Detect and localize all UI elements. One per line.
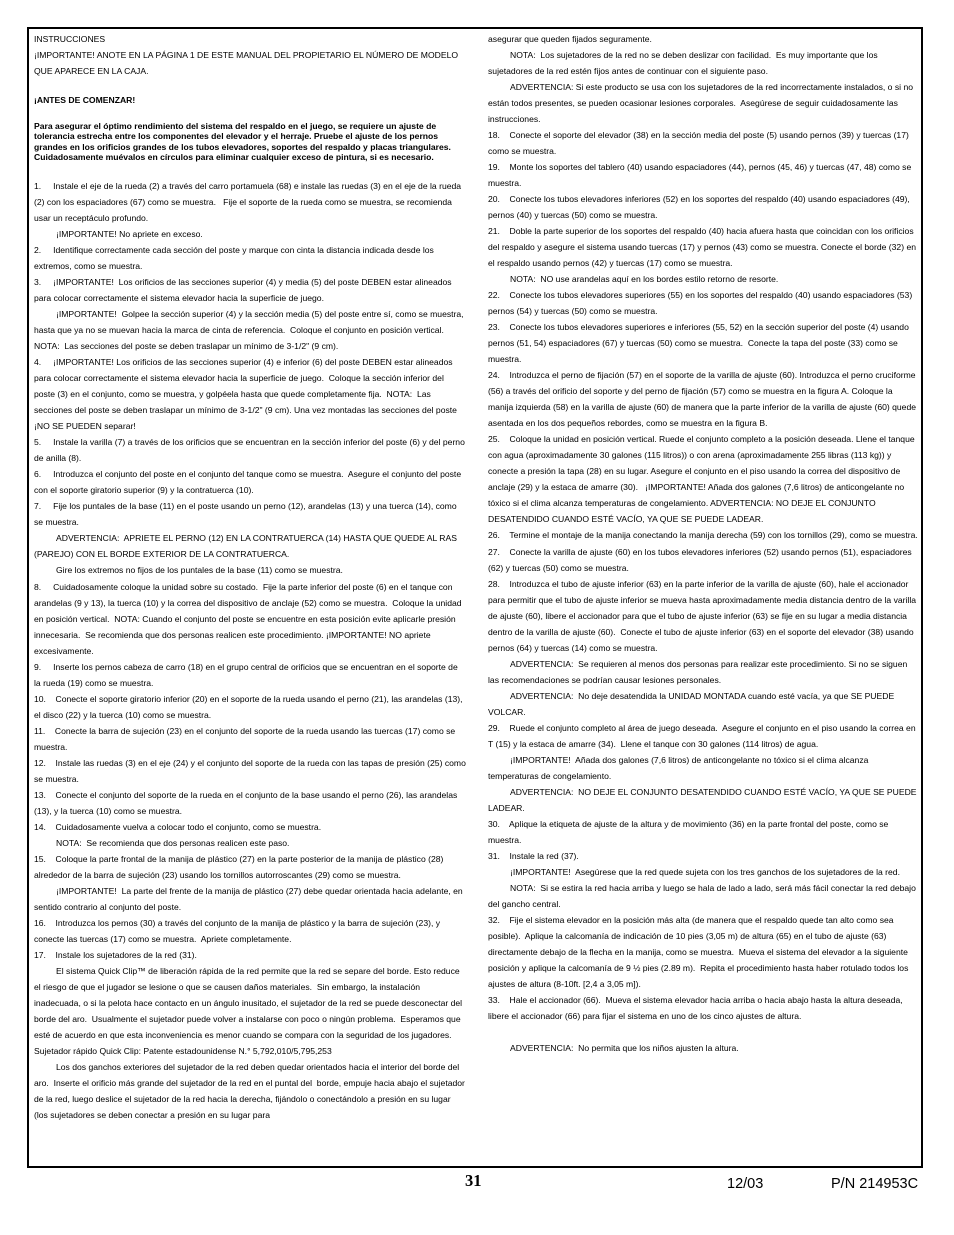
paragraph: ADVERTENCIA: Si este producto se usa con los sujetadores de la red incorrectamente instalados, o si no están todos presentes, se pueden ocasionar lesiones corporales. Asegúrese de seguir cuidadosamente las instrucciones. bbox=[488, 82, 916, 125]
paragraph: 10. Conecte el soporte giratorio inferior (20) en el soporte de la rueda usando el perno (21), las arandelas (13), el disco (22) y la tuerca (10) como se muestra. bbox=[34, 693, 465, 720]
paragraph: ¡IMPORTANTE! Añada dos galones (7,6 litros) de anticongelante no tóxico si el clima alcanza temperaturas de congelamiento. bbox=[488, 754, 871, 781]
paragraph: 20. Conecte los tubos elevadores inferiores (52) en los soportes del respaldo (40) usando espaciadores (49), pernos (40) y tuercas (50) como se muestra. bbox=[488, 194, 913, 221]
paragraph: NOTA: Se recomienda que dos personas realicen este paso. bbox=[56, 837, 290, 848]
paragraph: Los dos ganchos exteriores del sujetador de la red deben quedar orientados hacia el interior del borde del aro. Inserte el orificio más grande del sujetador de la red en el puntal del borde, empuje hacia abajo el sujetador de la red, luego deslice el sujetador de la red hacia la derecha, fijándolo o conectándolo a presión en su lugar (los sujetadores se deben conectar a presión en su lugar para bbox=[34, 1061, 468, 1121]
paragraph: ¡IMPORTANTE! Asegúrese que la red quede sujeta con los tres ganchos de los sujetadores de la red. bbox=[510, 866, 900, 877]
paragraph: 24. Introduzca el perno de fijación (57) en el soporte de la varilla de ajuste (60). Introduzca el perno cruciforme (56) a través del orificio del soporte y del perno de fijación (57) como se muestra en la figura A. Coloque la manija izquierda (58) en la varilla de ajuste (60) de manera que la parte inferior de la varilla de ajuste (60) quede asentada en los dos pequeños rebordes, como se muestra en la figura B. bbox=[488, 370, 919, 429]
paragraph: ADVERTENCIA: NO DEJE EL CONJUNTO DESATENDIDO CUANDO ESTÉ VACÍO, YA QUE SE PUEDE LADEAR. bbox=[488, 786, 919, 813]
paragraph: 2. Identifique correctamente cada sección del poste y marque con cinta la distancia indicada desde los extremos, como se muestra. bbox=[34, 245, 437, 272]
paragraph: 33. Hale el accionador (66). Mueva el sistema elevador hacia arriba o hacia abajo hasta la altura deseada, libere el accionador (66) para fijar el sistema en uno de los cinco ajustes de altura. bbox=[488, 994, 906, 1021]
paragraph: ¡IMPORTANTE! No apriete en exceso. bbox=[56, 229, 203, 240]
paragraph: ADVERTENCIA: APRIETE EL PERNO (12) EN LA CONTRATUERCA (14) HASTA QUE QUEDE AL RAS (PAREJO) CON EL BORDE EXTERIOR DE LA CONTRATUERCA. bbox=[34, 533, 460, 560]
paragraph: 31. Instale la red (37). bbox=[488, 850, 579, 861]
paragraph: 12. Instale las ruedas (3) en el eje (24) y el conjunto del soporte de la rueda con las tapas de presión (25) como se muestra. bbox=[34, 757, 469, 784]
paragraph: 22. Conecte los tubos elevadores superiores (55) en los soportes del respaldo (40) usando espaciadores (53) pernos (54) y tuercas (50) como se muestra. bbox=[488, 290, 915, 317]
paragraph: 17. Instale los sujetadores de la red (31). bbox=[34, 949, 197, 960]
revision-date: 12/03 bbox=[727, 1176, 764, 1192]
paragraph: 9. Inserte los pernos cabeza de carro (18) en el grupo central de orificios que se encuentran en el soporte de la rueda (19) como se muestra. bbox=[34, 661, 461, 688]
paragraph: El sistema Quick Clip™ de liberación rápida de la red permite que la red se separe del borde. Esto reduce el riesgo de que el jugador se lesione o que se causen daños materiales. Sin embargo, la instalación inadecuada, o si la pelota hace contacto en un ángulo inusitado, el sujetador de la red se puede desconectar del borde del aro. Usualmente el sujetador puede volver a instalarse con poco o ningún problema. Esperamos que esté de acuerdo en que esta inconveniencia es menor cuando se compara con la seguridad de los jugadores. Sujetador rápido Quick Clip: Patente estadounidense N.° 5,792,010/5,795,253 bbox=[34, 965, 465, 1056]
paragraph: Para asegurar el óptimo rendimiento del sistema del respaldo en el juego, se requiere un ajuste de tolerancia estrecha entre los componentes del elevador y el herraje. Pruebe el ajuste de los pernos grandes en los orificios grandes de los tubos elevadores, soportes del respaldo y placas triangulares. Cuidadosamente muévalos en círculos para eliminar cualquier exceso de pintura, si es necesario. bbox=[34, 121, 454, 162]
paragraph: ¡ANTES DE COMENZAR! bbox=[34, 95, 136, 106]
paragraph: 28. Introduzca el tubo de ajuste inferior (63) en la parte inferior de la varilla de ajuste (60), hale el accionador para permitir que el tubo de ajuste inferior se mueva hasta aproximadamente media distancia dentro de la varilla de ajuste (60), libere el accionador para que el tubo de ajuste inferior (63) se fije en su lugar a media distancia dentro de la varilla de ajuste (60). Conecte el tubo de ajuste inferior (63) en el soporte del elevador (38) usando pernos (64) y tuercas (14) como se muestra. bbox=[488, 578, 919, 653]
paragraph: 19. Monte los soportes del tablero (40) usando espaciadores (44), pernos (45, 46) y tuercas (47, 48) como se muestra. bbox=[488, 162, 914, 189]
paragraph: ¡IMPORTANTE! Golpee la sección superior (4) y la sección media (5) del poste entre sí, como se muestra, hasta que ya no se muevan hacia la marca de cinta de referencia. Coloque el conjunto en posición vertical. NOTA: Las secciones del poste se deben traslapar un mínimo de 3-1/2" (9 cm). bbox=[34, 309, 466, 352]
paragraph: 25. Coloque la unidad en posición vertical. Ruede el conjunto completo a la posición deseada. Llene el tanque con agua (aproximadamente 30 galones (115 litros)) o con arena (aproximadamente 255 libras (113 kg)) y conecte a presión la tapa (28) en su lugar. Asegure el conjunto en el piso usando la correa del dispositivo de anclaje (29) y la estaca de amarre (30). ¡IMPORTANTE! Añada dos galones (7,6 litros) de anticongelante no tóxico si el clima alcanza temperaturas de congelamiento. ADVERTENCIA: NO DEJE EL CONJUNTO DESATENDIDO CUANDO ESTÉ VACÍO, YA QUE SE PUEDE LADEAR. bbox=[488, 434, 918, 525]
paragraph: 26. Termine el montaje de la manija conectando la manija derecha (59) con los tornillos (29), como se muestra. bbox=[488, 530, 918, 541]
paragraph: 18. Conecte el soporte del elevador (38) en la sección media del poste (5) usando pernos (39) y tuercas (17) como se muestra. bbox=[488, 130, 912, 157]
paragraph: 13. Conecte el conjunto del soporte de la rueda en el conjunto de la base usando el perno (26), las arandelas (13), y la tuerca (10) como se muestra. bbox=[34, 789, 460, 816]
paragraph: NOTA: NO use arandelas aquí en los bordes estilo retorno de resorte. bbox=[510, 274, 779, 285]
paragraph: 6. Introduzca el conjunto del poste en el conjunto del tanque como se muestra. Asegure el conjunto del poste con el soporte giratorio superior (9) y la contratuerca (10). bbox=[34, 469, 464, 496]
paragraph: 16. Introduzca los pernos (30) a través del conjunto de la manija de plástico y la barra de sujeción (23), y conecte las tuercas (17) como se muestra. Apriete completamente. bbox=[34, 917, 443, 944]
right-column bbox=[488, 31, 918, 1056]
paragraph: ADVERTENCIA: Se requieren al menos dos personas para realizar este procedimiento. Si no se siguen las recomendaciones se podrían causar lesiones personales. bbox=[488, 658, 910, 685]
paragraph: 30. Aplique la etiqueta de ajuste de la altura y de movimiento (36) en la parte frontal del poste, como se muestra. bbox=[488, 818, 891, 845]
paragraph: 27. Conecte la varilla de ajuste (60) en los tubos elevadores inferiores (52) usando pernos (51), espaciadores (62) y tuercas (50) como se muestra. bbox=[488, 546, 915, 573]
paragraph: 3. ¡IMPORTANTE! Los orificios de las secciones superior (4) y media (5) del poste DEBEN estar alineados para colocar correctamente el sistema elevador hacia la superficie de juego. bbox=[34, 277, 454, 304]
left-column bbox=[34, 31, 469, 1123]
paragraph: 8. Cuidadosamente coloque la unidad sobre su costado. Fije la parte inferior del poste (6) en el tanque con arandelas (9 y 13), la tuerca (10) y la correa del dispositivo de anclaje (52) como se muestra. Coloque la unidad en posición vertical. NOTA: Cuando el conjunto del poste se encuentre en esta posición evite aplicarle presión innecesaria. Se recomienda que dos personas realicen este procedimiento. ¡IMPORTANTE! NO apriete excesivamente. bbox=[34, 581, 464, 656]
paragraph: NOTA: Los sujetadores de la red no se deben deslizar con facilidad. Es muy importante que los sujetadores de la red estén fijos antes de continuar con el siguiente paso. bbox=[488, 50, 881, 77]
paragraph: ¡IMPORTANTE! La parte del frente de la manija de plástico (27) debe quedar orientada hacia adelante, en sentido contrario al conjunto del poste. bbox=[34, 885, 466, 912]
paragraph-spacer bbox=[34, 79, 466, 95]
paragraph: 32. Fije el sistema elevador en la posición más alta (de manera que el respaldo quede tan alto como sea posible). Aplique la calcomanía de indicación de 10 pies (3,05 m) de altura (65) en el tubo de ajuste (63) directamente debajo de la flecha en la manija, como se muestra. Mueva el sistema del elevador a la siguiente posición y aplique la calcomanía de 9 ½ pies (2.89 m). Repita el procedimiento hasta haber rotulado todos los ajustes de altura (8-10ft. [2,4 a 3,05 m]). bbox=[488, 914, 911, 989]
paragraph: 5. Instale la varilla (7) a través de los orificios que se encuentran en la sección inferior del poste (6) y del perno de anilla (8). bbox=[34, 437, 468, 464]
paragraph-spacer bbox=[34, 162, 466, 178]
paragraph: 1. Instale el eje de la rueda (2) a través del carro portamuela (68) e instale las ruedas (3) en el eje de la rueda (2) con los espaciadores (67) como se muestra. Fije el soporte de la rueda como se muestra, se recomienda usar un receptáculo profundo. bbox=[34, 181, 464, 224]
paragraph: asegurar que queden fijados seguramente. bbox=[488, 34, 652, 44]
page-frame bbox=[27, 27, 923, 1168]
page-number: 31 bbox=[465, 1171, 482, 1190]
paragraph: 14. Cuidadosamente vuelva a colocar todo el conjunto, como se muestra. bbox=[34, 821, 322, 832]
paragraph: 21. Doble la parte superior de los soportes del respaldo (40) hacia afuera hasta que coincidan con los orificios del respaldo y asegure el sistema usando tuercas (17) y pernos (43) como se muestra. Conecte el borde (32) en el respaldo usando pernos (42) y tuercas (17) como se muestra. bbox=[488, 226, 919, 269]
paragraph: 29. Ruede el conjunto completo al área de juego deseada. Asegure el conjunto en el piso usando la correa en T (15) y la estaca de amarre (34). Llene el tanque con 30 galones (114 litros) de agua. bbox=[488, 722, 918, 749]
paragraph: 7. Fije los puntales de la base (11) en el poste usando un perno (12), arandelas (13) y una tuerca (14), como se muestra. bbox=[34, 501, 460, 528]
paragraph: 4. ¡IMPORTANTE! Los orificios de las secciones superior (4) e inferior (6) del poste DEBEN estar alineados para colocar correctamente el sistema elevador hacia la superficie de juego. Coloque la sección inferior del poste (3) en el conjunto, como se muestra, y golpéela hasta que quede completamente fija. NOTA: Las secciones del poste se deben traslapar un mínimo de 3-1/2" (9 cm). Una vez montadas las secciones del poste ¡NO SE PUEDEN separar! bbox=[34, 357, 460, 432]
paragraph: ADVERTENCIA: No deje desatendida la UNIDAD MONTADA cuando esté vacía, ya que SE PUEDE VOLCAR. bbox=[488, 690, 897, 717]
paragraph: ¡IMPORTANTE! ANOTE EN LA PÁGINA 1 DE ESTE MANUAL DEL PROPIETARIO EL NÚMERO DE MODELO QUE APARECE EN LA CAJA. bbox=[34, 50, 461, 77]
paragraph: Gire los extremos no fijos de los puntales de la base (11) como se muestra. bbox=[56, 565, 343, 576]
paragraph: 15. Coloque la parte frontal de la manija de plástico (27) en la parte posterior de la manija de plástico (28) alrededor de la barra de sujeción (23) usando los tornillos autorroscantes (29) como se muestra. bbox=[34, 853, 446, 880]
paragraph: NOTA: Si se estira la red hacia arriba y luego se hala de lado a lado, será más fácil conectar la red debajo del gancho central. bbox=[488, 882, 919, 909]
paragraph: INSTRUCCIONES bbox=[34, 34, 106, 44]
paragraph: 11. Conecte la barra de sujeción (23) en el conjunto del soporte de la rueda usando las tuercas (17) como se muestra. bbox=[34, 725, 458, 752]
paragraph: 23. Conecte los tubos elevadores superiores e inferiores (55, 52) en la sección superior del poste (4) usando pernos (51, 54) espaciadores (67) y tuercas (50) como se muestra. Conecte la tapa del poste (33) como se muestra. bbox=[488, 322, 912, 365]
paragraph-spacer bbox=[34, 105, 466, 121]
paragraph: ADVERTENCIA: No permita que los niños ajusten la altura. bbox=[510, 1042, 739, 1053]
paragraph-spacer bbox=[488, 1024, 918, 1040]
part-number: P/N 214953C bbox=[831, 1176, 919, 1192]
